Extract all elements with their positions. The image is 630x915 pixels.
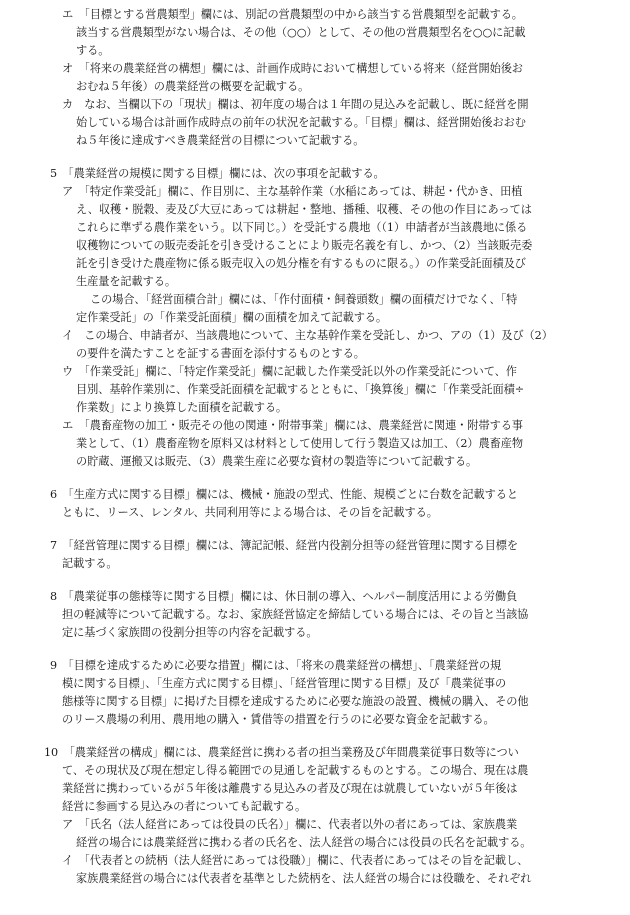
text-line: 態様等に関する目標」に掲げた目標を達成するために必要な施設の設置、機械の購入、その他 xyxy=(62,695,529,708)
text-line: 6 「生産方式に関する目標」欄には、機械・施設の型式、性能、規模ごとに台数を記載すると xyxy=(50,488,518,501)
text-line: 9 「目標を達成するために必要な措置」欄には、「将来の農業経営の構想」、「農業経営の規 xyxy=(50,659,502,672)
section-heading: 5 「農業経営の規模に関する目標」欄には、次の事項を記載する。 xyxy=(50,167,385,180)
text-line: エ 「農畜産物の加工・販売その他の関連・附帯事業」欄には、農業経営に関連・附帯する事 xyxy=(62,419,523,432)
text-line: 担の軽減等について記載する。なお、家族経営協定を締結している場合には、その旨と当該協 xyxy=(62,608,529,621)
text-line: の貯蔵、運搬又は販売、（3）農業生産に必要な資材の製造等について記載する。 xyxy=(76,455,478,468)
text-line: 生産量を記載する。 xyxy=(76,275,176,288)
text-line: て、その現状及び現在想定し得る範囲での見通しを記載するものとする。この場合、現在は農 xyxy=(62,764,529,777)
text-line: ウ 「作業受託」欄に、「特定作業受託」欄に記載した作業受託以外の作業受託について、作 xyxy=(62,365,517,378)
text-line: ア 「氏名（法人経営にあっては役員の氏名）」欄に、代表者以外の者にあっては、家族農業 xyxy=(62,818,518,831)
text-line: 経営の場合には農業経営に携わる者の氏名を、法人経営の場合には役員の氏名を記載する。 xyxy=(76,836,532,849)
text-line: する。 xyxy=(76,44,110,57)
text-line: カ なお、当欄以下の「現状」欄は、初年度の場合は１年間の見込みを記載し、既に経営を開 xyxy=(62,98,529,111)
text-line: これらに準ずる農作業をいう。以下同じ。）を受託する農地（（1）申請者が当該農地に係る xyxy=(76,221,528,234)
text-line: 始している場合は計画作成時点の前年の状況を記載する。「目標」欄は、経営開始後おおむ xyxy=(76,116,526,129)
text-line: 経営に参画する見込みの者についても記載する。 xyxy=(62,800,307,813)
text-line: 目別、基幹作業別に、作業受託面積を記載するとともに、「換算後」欄に「作業受託面積÷ xyxy=(76,383,524,396)
text-line: イ この場合、申請者が、当該農地について、主な基幹作業を受託し、かつ、アの（1）及び（2） xyxy=(62,329,553,342)
text-line: のリース農場の利用、農用地の購入・賃借等の措置を行うのに必要な資金を記載する。 xyxy=(62,713,495,726)
text-line: 家族農業経営の場合には代表者を基準とした続柄を、法人経営の場合には役職を、それぞれ xyxy=(76,872,532,885)
text-line: おむね５年後）の農業経営の概要を記載する。 xyxy=(76,80,310,93)
text-line: 10 「農業経営の構成」欄には、農業経営に携わる者の担当業務及び年間農業従事日数等につい xyxy=(44,746,519,759)
text-line: 模に関する目標」、「生産方式に関する目標」、「経営管理に関する目標」及び「農業従事の xyxy=(62,677,507,690)
text-line: ともに、リース、レンタル、共同利用等による場合は、その旨を記載する。 xyxy=(62,506,438,519)
text-line: 8 「農業従事の態様等に関する目標」欄には、休日制の導入、ヘルパー制度活用による労働負 xyxy=(50,590,518,603)
text-line: え、収穫・脱穀、麦及び大豆にあっては耕起・整地、播種、収穫、その他の作目にあっては xyxy=(76,203,532,216)
text-line: 定に基づく家族間の役割分担等の内容を記載する。 xyxy=(62,626,318,639)
text-line: オ 「将来の農業経営の構想」欄には、計画作成時において構想している将来（経営開始後お xyxy=(62,62,523,75)
text-line: イ 「代表者との続柄（法人経営にあっては役職）」欄に、代表者にあってはその旨を記載し、 xyxy=(62,854,529,867)
text-line: 業経営に携わっているが５年後は離農する見込みの者及び現在は就農していないが５年後は xyxy=(62,782,518,795)
text-line: ア 「特定作業受託」欄に、作目別に、主な基幹作業（水稲にあっては、耕起・代かき、田植 xyxy=(62,185,523,198)
text-line: 収穫物についての販売委託を引き受けることにより販売名義を有し、かつ、（2）当該販売委 xyxy=(76,239,533,252)
text-line: の要件を満たすことを証する書面を添付するものとする。 xyxy=(76,347,365,360)
text-line: 該当する営農類型がない場合は、その他（○○）として、その他の営農類型名を○○に記載 xyxy=(76,26,526,39)
text-line: 7 「経営管理に関する目標」欄には、簿記記帳、経営内役割分担等の経営管理に関する目標を xyxy=(50,539,518,552)
text-line: 託を引き受けた農産物に係る販売収入の処分権を有するものに限る。）の作業受託面積及び xyxy=(76,257,526,270)
text-line: 定作業受託」の「作業受託面積」欄の面積を加えて記載する。 xyxy=(76,311,388,324)
text-line: 業として、（1）農畜産物を原料又は材料として使用して行う製造又は加工、（2）農畜産物 xyxy=(76,437,523,450)
text-line: 作業数」により換算した面積を記載する。 xyxy=(76,401,288,414)
text-line: ね５年後に達成すべき農業経営の目標について記載する。 xyxy=(76,134,365,147)
text-line: この場合、「経営面積合計」欄には、「作付面積・飼養頭数」欄の面積だけでなく、「特 xyxy=(90,293,518,306)
text-line: 記載する。 xyxy=(62,557,118,570)
text-line: エ 「目標とする営農類型」欄には、別記の営農類型の中から該当する営農類型を記載する。 xyxy=(62,8,523,21)
